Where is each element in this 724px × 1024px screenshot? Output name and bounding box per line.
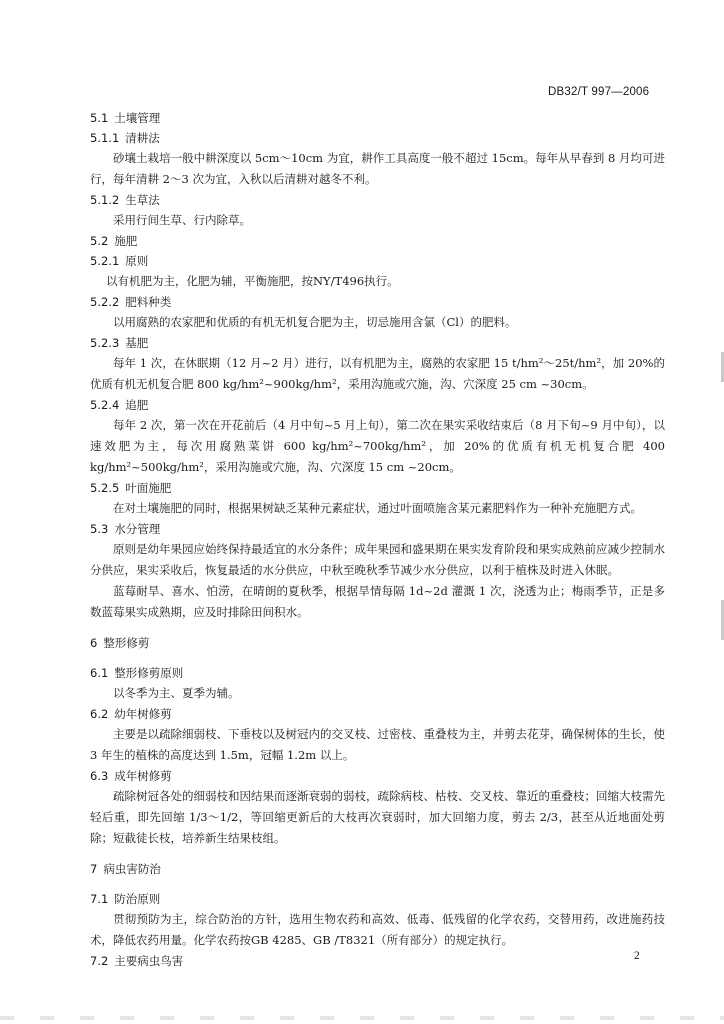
section-number: 5.1 xyxy=(90,111,109,125)
page-number: 2 xyxy=(634,950,640,962)
section-heading xyxy=(90,704,665,724)
section-number: 5.2.4 xyxy=(90,398,120,412)
section-heading xyxy=(90,333,665,353)
section-number: 6.2 xyxy=(90,707,109,721)
paragraph: 砂壤土栽培一般中耕深度以 5cm～10cm 为宜，耕作工具高度一般不超过 15cm。每年从早春到 8 月均可进行，每年清耕 2～3 次为宜，入秋以后清耕对越冬不利。 xyxy=(90,151,665,186)
document-body xyxy=(90,108,665,971)
paragraph: 主要是以疏除细弱枝、下垂枝以及树冠内的交叉枝、过密枝、重叠枝为主，并剪去花芽，确保树体的生长，使 3 年生的植株的高度达到 1.5m，冠幅 1.2m 以上。 xyxy=(90,727,665,762)
section-title: 病虫害防治 xyxy=(103,862,161,876)
paragraph: 以冬季为主、夏季为辅。 xyxy=(113,686,240,700)
section-heading xyxy=(90,231,665,251)
section-title: 成年树修剪 xyxy=(114,769,172,783)
section-number: 5.1.1 xyxy=(90,131,120,145)
section-heading xyxy=(90,859,665,879)
section-number: 5.2 xyxy=(90,234,109,248)
section-title: 施肥 xyxy=(114,234,138,248)
section-number: 5.3 xyxy=(90,522,109,536)
paragraph: 蓝莓耐旱、喜水、怕涝，在晴朗的夏秋季，根据旱情每隔 1d~2d 灌溉 1 次，浇透为止；梅雨季节，正是多数蓝莓果实成熟期，应及时排除田间积水。 xyxy=(90,584,665,619)
section-heading xyxy=(90,766,665,786)
section-title: 追肥 xyxy=(125,398,149,412)
section-number: 5.2.5 xyxy=(90,481,120,495)
section-heading xyxy=(90,395,665,415)
section-title: 幼年树修剪 xyxy=(114,707,172,721)
section-title: 肥料种类 xyxy=(125,295,172,309)
section-heading xyxy=(90,889,665,909)
section-title: 清耕法 xyxy=(125,131,160,145)
section-heading xyxy=(90,292,665,312)
section-spacer xyxy=(90,653,665,663)
section-number: 6.3 xyxy=(90,769,109,783)
paragraph: 以有机肥为主，化肥为辅，平衡施肥，按NY/T496执行。 xyxy=(106,274,399,288)
section-heading xyxy=(90,519,665,539)
section-heading xyxy=(90,633,665,653)
section-number: 6 xyxy=(90,636,98,650)
paragraph: 原则是幼年果园应始终保持最适宜的水分条件；成年果园和盛果期在果实发育阶段和果实成熟前应减少控制水分供应，果实采收后，恢复最适的水分供应，中秋至晚秋季节减少水分供应，以利于植株及时进入休眠。 xyxy=(90,542,665,577)
section-number: 6.1 xyxy=(90,666,109,680)
section-heading xyxy=(90,108,665,128)
paragraph: 以用腐熟的农家肥和优质的有机无机复合肥为主，切忌施用含氯（Cl）的肥料。 xyxy=(113,315,517,329)
section-heading xyxy=(90,128,665,148)
section-number: 5.2.1 xyxy=(90,254,120,268)
section-title: 原则 xyxy=(125,254,149,268)
section-heading xyxy=(90,251,665,271)
paragraph: 疏除树冠各处的细弱枝和因结果而逐渐衰弱的弱枝，疏除病枝、枯枝、交叉枝、靠近的重叠枝；回缩大枝需先轻后重，即先回缩 1/3～1/2，等回缩更新后的大枝再次衰弱时，加大回缩力度，剪去 2/3，甚至从近地面处剪除；短截徒长枝，培养新生结果枝组。 xyxy=(90,789,665,845)
section-title: 基肥 xyxy=(125,336,149,350)
paragraph: 每年 1 次，在休眠期（12 月~2 月）进行，以有机肥为主，腐熟的农家肥 15 t/hm²～25t/hm²，加 20%的优质有机无机复合肥 800 kg/hm²~900kg/hm²，采用沟施或穴施，沟、穴深度 25 cm ~30cm。 xyxy=(90,356,665,391)
section-title: 水分管理 xyxy=(114,522,161,536)
section-spacer xyxy=(90,623,665,633)
section-number: 5.2.3 xyxy=(90,336,120,350)
section-title: 主要病虫鸟害 xyxy=(114,954,184,968)
section-title: 土壤管理 xyxy=(114,111,161,125)
section-heading xyxy=(90,663,665,683)
section-title: 生草法 xyxy=(125,193,160,207)
scan-bottom-noise xyxy=(0,1016,724,1020)
section-title: 防治原则 xyxy=(114,892,161,906)
paragraph: 每年 2 次，第一次在开花前后（4 月中旬~5 月上旬），第二次在果实采收结束后（8 月下旬~9 月中旬），以速效肥为主，每次用腐熟菜饼 600 kg/hm²~700kg/hm²，加 20%的优质有机无机复合肥 400 kg/hm²~500kg/hm²，采用沟施或穴施，沟、穴深度 15 cm ~20cm。 xyxy=(90,418,665,474)
section-spacer xyxy=(90,849,665,859)
section-title: 叶面施肥 xyxy=(125,481,172,495)
section-title: 整形修剪 xyxy=(103,636,150,650)
section-heading xyxy=(90,951,665,971)
standard-code: DB32/T 997—2006 xyxy=(548,86,650,98)
section-heading xyxy=(90,478,665,498)
section-number: 7.1 xyxy=(90,892,109,906)
section-number: 5.1.2 xyxy=(90,193,120,207)
section-number: 5.2.2 xyxy=(90,295,120,309)
section-number: 7.2 xyxy=(90,954,109,968)
paragraph: 在对土壤施肥的同时，根据果树缺乏某种元素症状，通过叶面喷施含某元素肥料作为一种补充施肥方式。 xyxy=(113,501,642,515)
section-title: 整形修剪原则 xyxy=(114,666,184,680)
paragraph: 贯彻预防为主，综合防治的方针，选用生物农药和高效、低毒、低残留的化学农药，交替用药，改进施药技术，降低农药用量。化学农药按GB 4285、GB /T8321（所有部分）的规定执行。 xyxy=(90,912,665,947)
section-number: 7 xyxy=(90,862,98,876)
paragraph: 采用行间生草、行内除草。 xyxy=(113,213,251,227)
section-spacer xyxy=(90,879,665,889)
section-heading xyxy=(90,190,665,210)
